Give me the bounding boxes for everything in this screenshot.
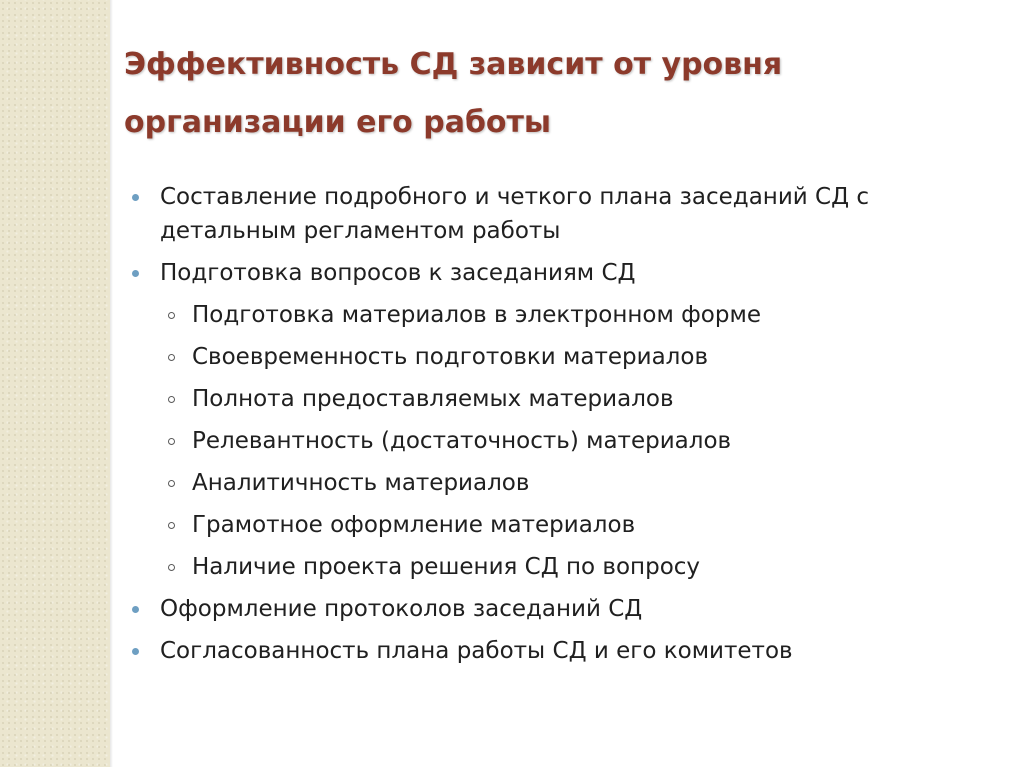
sub-list-item-text: Полнота предоставляемых материалов [192,386,674,412]
bullet-ring-icon [168,396,175,403]
slide-title: Эффективность СД зависит от уровня организации его работы [124,47,783,140]
bullet-dot-icon [132,194,139,201]
bullet-ring-icon [168,312,175,319]
bullet-ring-icon [168,438,175,445]
sub-list-item-text: Аналитичность материалов [192,470,530,496]
list-item-text: Оформление протоколов заседаний СД [160,596,643,622]
sub-list-item-text: Своевременность подготовки материалов [192,344,709,370]
list-item [128,592,998,626]
sub-bullet-list [160,298,998,584]
list-item [128,256,998,584]
bullet-ring-icon [168,564,175,571]
list-item [128,180,998,248]
list-item-text: Составление подробного и четкого плана заседаний СД с детальным регламентом работы [160,184,870,244]
bullet-dot-icon [132,606,139,613]
bullet-dot-icon [132,270,139,277]
decorative-texture-strip [0,0,110,767]
sub-list-item-text: Релевантность (достаточность) материалов [192,428,732,454]
bullet-ring-icon [168,480,175,487]
sub-list-item [160,298,998,332]
sub-list-item [160,508,998,542]
sub-list-item [160,340,998,374]
strip-shadow-edge [110,0,113,767]
sub-list-item-text: Подготовка материалов в электронном форме [192,302,761,328]
sub-list-item [160,550,998,584]
sub-list-item-text: Наличие проекта решения СД по вопросу [192,554,701,580]
sub-list-item [160,466,998,500]
list-item [128,634,998,668]
list-item-text: Подготовка вопросов к заседаниям СД [160,260,636,286]
bullet-dot-icon [132,648,139,655]
sub-list-item-text: Грамотное оформление материалов [192,512,636,538]
bullet-list [128,180,998,676]
sub-list-item [160,382,998,416]
bullet-ring-icon [168,354,175,361]
list-item-text: Согласованность плана работы СД и его комитетов [160,638,793,664]
bullet-ring-icon [168,522,175,529]
sub-list-item [160,424,998,458]
